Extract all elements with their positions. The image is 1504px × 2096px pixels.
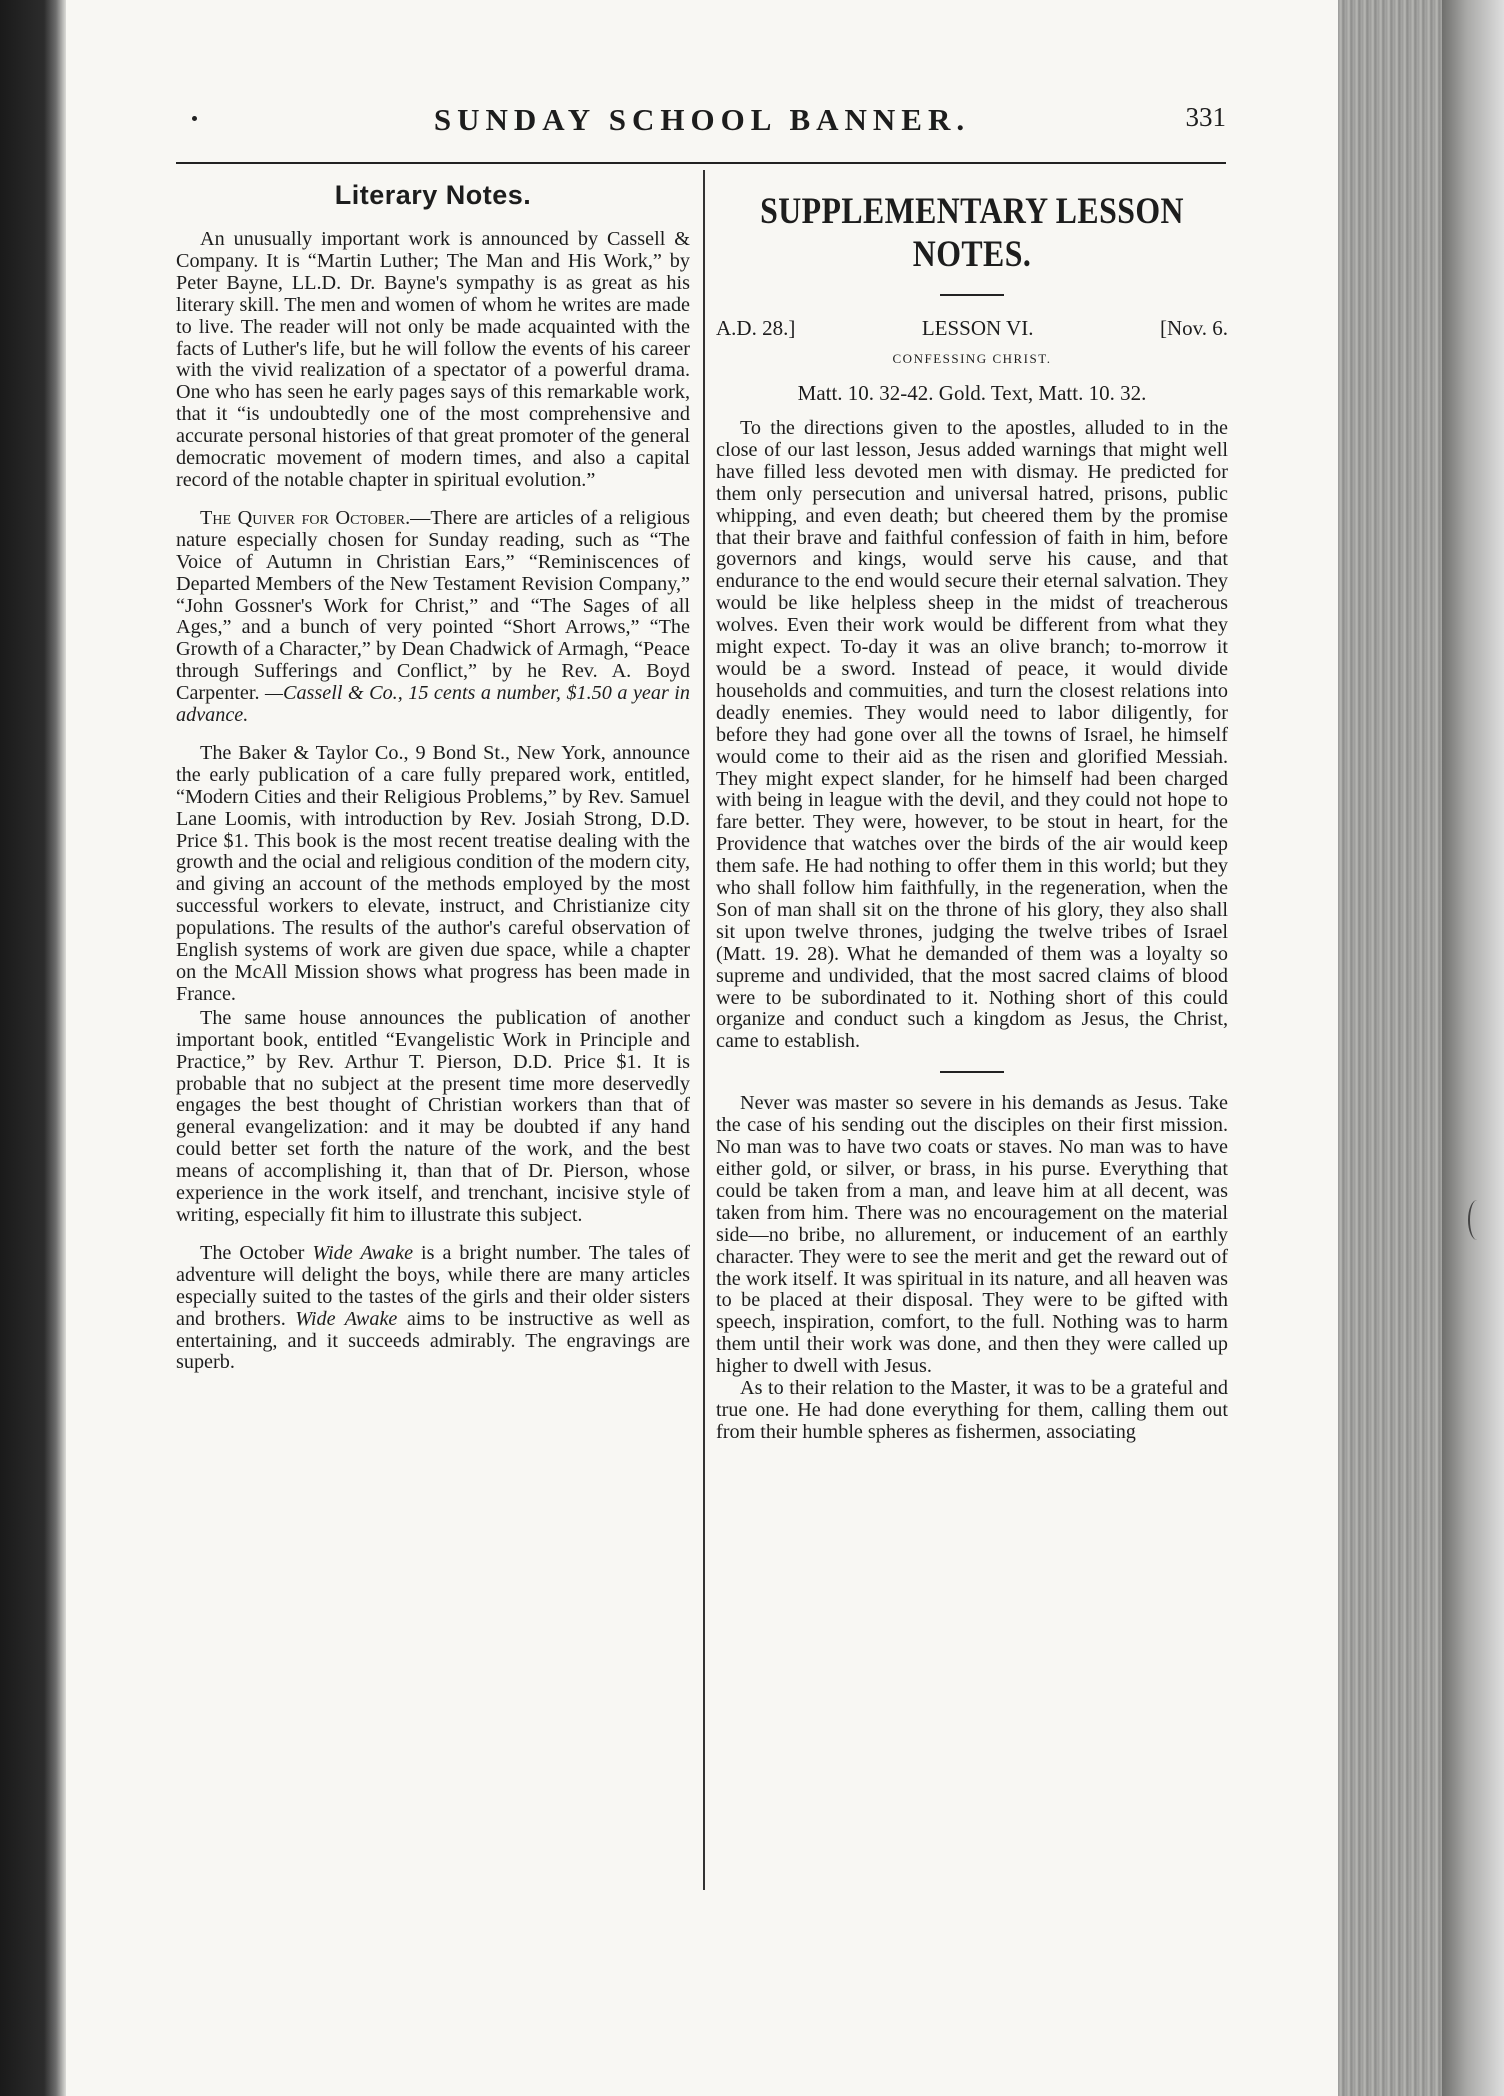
lesson-line — [716, 316, 1228, 341]
column-divider — [703, 170, 705, 1890]
quiver-body: —There are articles of a religious nature especially chosen for Sunday reading, such as “The Voice of Autumn in Christian Ears,” “Reminiscences of Departed Members of the New Testament Revision Company,” “John Gossner's Work for Christ,” and “The Sages of all Ages,” and a bunch of very pointed “Short Arrows,” “The Growth of a Character,” by Dean Chadwick of Armagh, “Peace through Sufferings and Conflict,” by he Rev. A. Boyd Carpenter. — [176, 506, 690, 705]
book-page-edges — [1338, 0, 1504, 2096]
book-outer-edge — [1442, 0, 1504, 2096]
supplementary-notes-heading: SUPPLEMENTARY LESSON NOTES. — [760, 191, 1184, 275]
header-rule — [176, 162, 1226, 164]
quiver-lead: The Quiver for October. — [200, 506, 411, 529]
page-curl-mark — [1468, 1200, 1486, 1240]
wide-awake-paragraph — [176, 1243, 690, 1374]
wide-awake-text-b: is a bright number. The tales of adventure will delight the boys, while there are many articles especially suited to the tastes of the girls and their older sisters and brothers. — [176, 1241, 691, 1330]
lesson-number: LESSON VI. — [921, 316, 1034, 340]
wide-awake-text-a: The October — [200, 1241, 313, 1264]
wide-awake-title-2: Wide Awake — [295, 1307, 398, 1330]
baker-taylor-paragraph: The Baker & Taylor Co., 9 Bond St., New York, announce the early publication of a care fully prepared work, entitled, “Modern Cities and their Religious Problems,” by Rev. Samuel Lane Loomis, with introduction by Rev. Josiah Strong, D.D. Price $1. This book is the most recent treatise dealing with the growth and the ocial and religious condition of the modern city, and giving an account of the methods employed by the most successful workers to elevate, instruct, and Christianize city populations. The results of the author's careful observation of English systems of work are given due space, while a chapter on the McAll Mission shows what progress has been made in France. — [176, 741, 690, 1005]
left-column — [176, 180, 690, 1374]
wide-awake-title-1: Wide Awake — [312, 1241, 414, 1264]
scan-left-edge — [0, 0, 66, 2096]
literary-notes-heading: Literary Notes. — [334, 180, 532, 210]
scripture-reference: Matt. 10. 32-42. Gold. Text, Matt. 10. 32. — [797, 381, 1147, 405]
quiver-paragraph — [176, 508, 690, 727]
lesson-paragraph-3: As to their relation to the Master, it was to be a grateful and true one. He had done everything for them, calling them out from their humble spheres as fishermen, associating — [716, 1377, 1228, 1443]
right-column — [716, 190, 1228, 1444]
section-rule — [940, 1071, 1004, 1073]
luther-paragraph: An unusually important work is announced by Cassell & Company. It is “Martin Luther; The Man and His Work,” by Peter Bayne, LL.D. Dr. Bayne's sympathy is as great as his literary skill. The men and women of whom he writes are made to live. The reader will not only be made acquainted with the facts of Luther's life, but he will follow the events of his career with the vivid realization of a spectator of a powerful drama. One who has seen he early pages says of this remarkable work, that it “is undoubtedly one of the most comprehensive and accurate personal histories of that great promoter of the general democratic movement of modern times, and also a capital record of the notable chapter in spiritual evolution.” — [176, 228, 690, 491]
evangelistic-work-paragraph: The same house announces the publication of another important book, entitled “Evangelistic Work in Principle and Practice,” by Rev. Arthur T. Pierson, D.D. Price $1. It is probable that no subject at the present time more deservedly engages the best thought of Christian workers than that of general evangelization: and it may be doubted if any hand could better set forth the nature of the work, and the best means of accomplishing it, than that of Dr. Pierson, whose experience in the work itself, and trenchant, incisive style of writing, especially fit him to illustrate this subject. — [176, 1006, 690, 1226]
heading-rule — [940, 294, 1004, 296]
quiver-price: —Cassell & Co., 15 cents a number, $1.50 a year in advance. — [176, 682, 691, 727]
lesson-paragraph-1: To the directions given to the apostles, alluded to in the close of our last lesson, Jesus added warnings that might well have filled less devoted men with dismay. He predicted for them only persecution and universal hatred, prisons, public whipping, and even death; but cheered them by the promise that their brave and faithful confession of faith in him, before governors and kings, would serve his cause, and that endurance to the end would secure their eternal salvation. They would be like helpless sheep in the midst of treacherous wolves. Even their work would be different from what they might expect. To-day it was an olive branch; to-morrow it would be a sword. Instead of peace, it would divide households and commuities, and turn the closest relations into deadly enemies. They would need to labor diligently, for before they had gone over all the towns of Israel, he himself would come to their aid as the risen and glorified Messiah. They might expect slander, for he himself had been charged with being in league with the devil, and they could not hope to fare better. They were, however, to be stout in heart, for the Providence that watches over the birds of the air would keep them safe. He had nothing to offer them in this world; but they who shall follow him faithfully, in the regeneration, when the Son of man shall sit on the throne of his glory, they also shall sit upon twelve thrones, judging the twelve tribes of Israel (Matt. 19. 28). What he demanded of them was a loyalty so supreme and undivided, that the most sacred claims of blood were to be subordinated to it. Nothing short of this could organize and conduct such a kingdom as Jesus, the Christ, came to establish. — [716, 417, 1228, 1053]
lesson-date: A.D. 28.] — [716, 316, 796, 340]
running-head — [192, 102, 1226, 150]
page-number: 331 — [1185, 102, 1226, 132]
wide-awake-text-c: aims to be instructive as well as entertaining, and it succeeds admirably. The engravings are superb. — [176, 1307, 690, 1374]
lesson-paragraph-2: Never was master so severe in his demands as Jesus. Take the case of his sending out the disciples on their first mission. No man was to have two coats or staves. No man was to have either gold, or silver, or brass, in his purse. Everything that could be taken from a man, and leave him at all decent, was taken from him. There was no encouragement on the material side—no bribe, no allurement, or inducement of an earthly character. They were to see the merit and get the reward out of the work itself. It was spiritual in its nature, and all heaven was to be placed at their disposal. They were to be gifted with speech, inspiration, comfort, to the full. Nothing was to harm them until their work was done, and then they were called up higher to dwell with Jesus. — [716, 1092, 1228, 1378]
lesson-month: [Nov. 6. — [1159, 316, 1228, 340]
lesson-topic: CONFESSING CHRIST. — [892, 351, 1052, 366]
journal-title: SUNDAY SCHOOL BANNER. — [433, 102, 971, 137]
header-dot — [192, 116, 197, 121]
